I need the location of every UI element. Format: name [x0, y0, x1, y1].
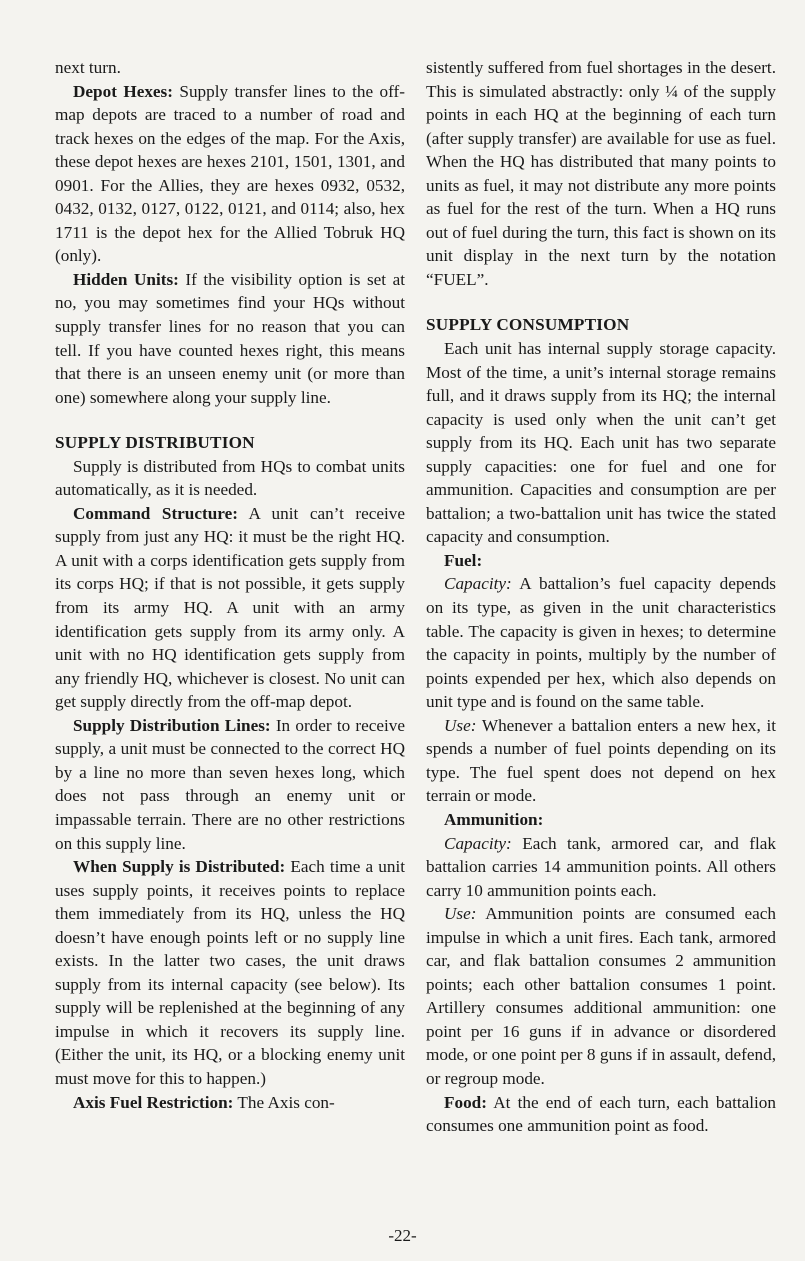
paragraph-consumption-intro: Each unit has internal supply storage capacity. Most of the time, a unit’s internal storage remains full, and it draws supply from its HQ; the internal capacity is used only when the unit can’t get supply from its HQ. Each unit has two separate supply capacities: one for fuel and one for ammunition. Capacities and consumption are per battalion; a two-battalion unit has twice the stated capacity and consumption. [426, 339, 776, 547]
distribution-lines-title: Supply Distribution Lines: [73, 715, 271, 735]
fuel-use-label: Use: [444, 715, 477, 735]
paragraph-command-structure: Command Structure: A unit can’t receive supply from just any HQ: it must be the right HQ. A unit with a corps identification gets supply from its corps HQ; if that is not possible, it gets supply from its army HQ. A unit with an army identification gets supply from its army only. A unit with no HQ identification gets supply from any friendly HQ, whichever is closest. No unit can get supply directly from the off-map depot. [55, 503, 406, 712]
paragraph-ammo-capacity: Capacity: Each tank, armored car, and flak battalion carries 14 ammunition points. All others carry 10 ammunition points each. [426, 833, 776, 900]
ammo-capacity-label: Capacity: [444, 833, 512, 853]
subheading-fuel: Fuel: [444, 550, 483, 570]
axis-fuel-restriction-title: Axis Fuel Restriction: [73, 1092, 234, 1112]
food-title: Food: [444, 1092, 487, 1112]
paragraph-fuel-continuation: sistently suffered from fuel shortages in the desert. This is simulated abstractly: only ¼ of the supply points in each HQ at the beginning of each turn (after supply transfer) are available for use as fuel. When the HQ has distributed that many points to units as fuel, it may not distribute any more points as fuel for the rest of the turn. When a HQ runs out of fuel during the turn, this fact is shown on its unit display in the next turn by the notation “FUEL”. [426, 58, 776, 289]
paragraph-continuation: next turn. [55, 58, 121, 77]
fuel-capacity-label: Capacity: [444, 574, 512, 594]
ammo-use-label: Use: [444, 904, 477, 924]
paragraph-fuel-use: Use: Whenever a battalion enters a new hex, it spends a number of fuel points depending on its type. The fuel spent does not depend on hex terrain or mode. [426, 715, 776, 806]
paragraph-fuel-capacity: Capacity: A battalion’s fuel capacity depends on its type, as given in the unit characteristics table. The capacity is given in hexes; to determine the capacity in points, multiply by the number of points expended per hex, which also depends on unit type and is found on the same table. [426, 574, 776, 712]
right-column [426, 56, 776, 1138]
depot-hexes-title: Depot Hexes: [73, 81, 173, 101]
hidden-units-title: Hidden Units: [73, 269, 179, 289]
paragraph-hidden-units: Hidden Units: If the visibility option is set at no, you may sometimes find your HQs without supply transfer lines for no reason that you can tell. If you have counted hexes right, this means that there is an unseen enemy unit (or more than one) somewhere along your supply line. [55, 269, 405, 407]
when-distributed-title: When Supply is Distributed: [73, 857, 286, 877]
page-number: -22- [388, 1226, 417, 1245]
left-column [55, 56, 405, 1114]
paragraph-ammo-use: Use: Ammunition points are consumed each impulse in which a unit fires. Each tank, armored car, and flak battalion consumes 2 ammunition points; each other battalion consumes 1 point. Artillery consumes additional ammunition: one point per 16 guns if in advance or disordered mode, or one point per 8 guns if in assault, defend, or regroup mode. [426, 904, 776, 1088]
section-heading-supply-consumption: SUPPLY CONSUMPTION [426, 315, 630, 335]
paragraph-distribution-intro: Supply is distributed from HQs to combat units automatically, as it is needed. [55, 456, 405, 500]
paragraph-depot-hexes: Depot Hexes: Supply transfer lines to the off-map depots are traced to a number of road and track hexes on the edges of the map. For the Axis, these depot hexes are hexes 2101, 1501, 1301, and 0901. For the Allies, they are hexes 0932, 0532, 0432, 0132, 0127, 0122, 0121, and 0114; also, hex 1711 is the depot hex for the Allied Tobruk HQ (only). [55, 81, 405, 266]
paragraph-when-distributed: When Supply is Distributed: Each time a unit uses supply points, it receives points to replace them immediately from its HQ, unless the HQ doesn’t have enough points left or no supply line exists. In the latter two cases, the unit draws supply from its internal capacity (see below). Its supply will be replenished at the beginning of any impulse in which it recovers its supply line. (Either the unit, its HQ, or a blocking enemy unit must move for this to happen.) [55, 857, 406, 1088]
command-structure-title: Command Structure: [73, 503, 238, 523]
paragraph-food: Food: At the end of each turn, each battalion consumes one ammunition point as food. [426, 1092, 776, 1136]
subheading-ammunition: Ammunition: [444, 809, 544, 829]
paragraph-axis-fuel-restriction: Axis Fuel Restriction: The Axis con- [73, 1092, 335, 1112]
paragraph-distribution-lines: Supply Distribution Lines: In order to receive supply, a unit must be connected to the correct HQ by a line no more than seven hexes long, which does not pass through an enemy unit or impassable terrain. There are no other restrictions on this supply line. [55, 715, 405, 853]
section-heading-supply-distribution: SUPPLY DISTRIBUTION [55, 433, 255, 453]
